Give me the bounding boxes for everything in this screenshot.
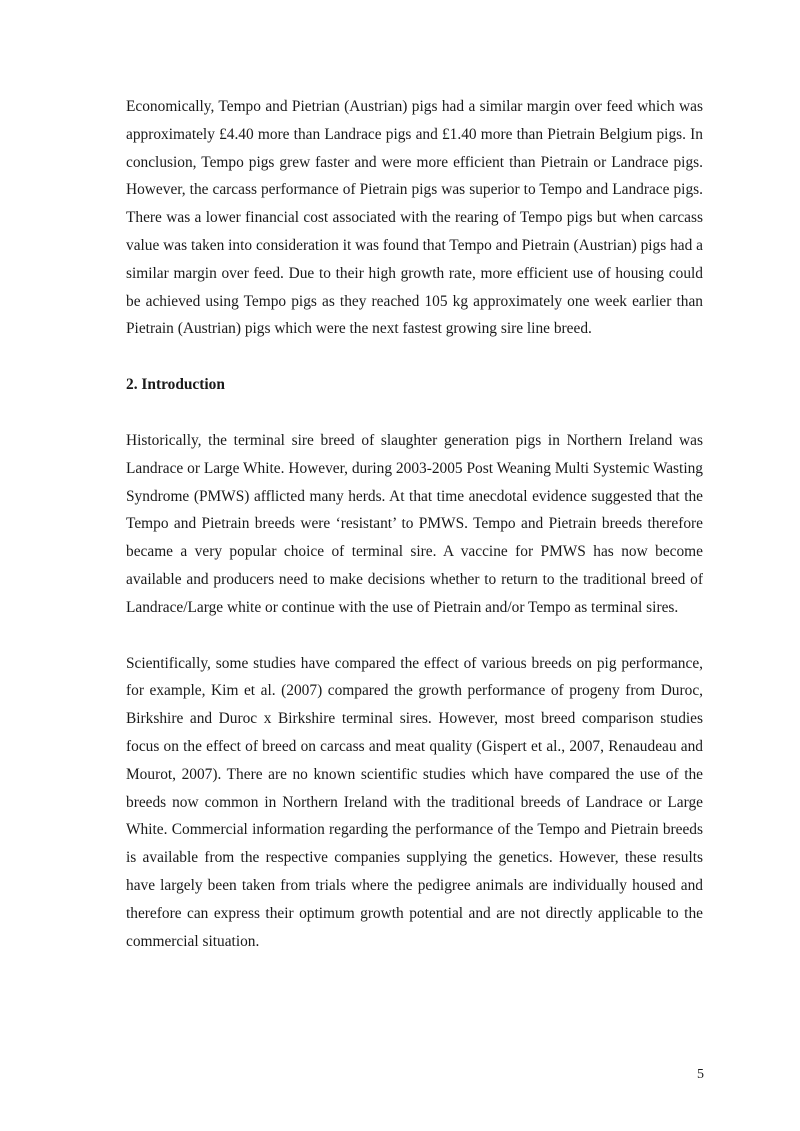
paragraph-science: Scientifically, some studies have compared the effect of various breeds on pig performance, for example, Kim et al. (2007) compared the growth performance of progeny from Duroc, Birkshire and Duroc x Birkshire terminal sires. However, most breed comparison studies focus on the effect of breed on carcass and meat quality (Gispert et al., 2007, Renaudeau and Mourot, 2007). There are no known scientific studies which have compared the use of the breeds now common in Northern Ireland with the traditional breeds of Landrace or Large White. Commercial information regarding the performance of the Tempo and Pietrain breeds is available from the respective companies supplying the genetics. However, these results have largely been taken from trials where the pedigree animals are individually housed and therefore can express their optimum growth potential and are not directly applicable to the commercial situation. — [126, 654, 703, 950]
document-body — [126, 93, 703, 955]
page-number: 5 — [697, 1067, 704, 1082]
paragraph-history: Historically, the terminal sire breed of slaughter generation pigs in Northern Ireland was Landrace or Large White. However, during 2003-2005 Post Weaning Multi Systemic Wasting Syndrome (PMWS) afflicted many herds. At that time anecdotal evidence suggested that the Tempo and Pietrain breeds were ‘resistant’ to PMWS. Tempo and Pietrain breeds therefore became a very popular choice of terminal sire. A vaccine for PMWS has now become available and producers need to make decisions whether to return to the traditional breed of Landrace/Large white or continue with the use of Pietrain and/or Tempo as terminal sires. — [126, 431, 703, 616]
paragraph-economics: Economically, Tempo and Pietrian (Austrian) pigs had a similar margin over feed which was approximately £4.40 more than Landrace pigs and £1.40 more than Pietrain Belgium pigs. In conclusion, Tempo pigs grew faster and were more efficient than Pietrain or Landrace pigs. However, the carcass performance of Pietrain pigs was superior to Tempo and Landrace pigs. There was a lower financial cost associated with the rearing of Tempo pigs but when carcass value was taken into consideration it was found that Tempo and Pietrain (Austrian) pigs had a similar margin over feed. Due to their high growth rate, more efficient use of housing could be achieved using Tempo pigs as they reached 105 kg approximately one week earlier than Pietrain (Austrian) pigs which were the next fastest growing sire line breed. — [126, 98, 703, 338]
paragraph-spacer — [126, 343, 703, 371]
paragraph-spacer — [126, 622, 703, 650]
section-heading: 2. Introduction — [126, 376, 225, 394]
paragraph-spacer — [126, 399, 703, 427]
